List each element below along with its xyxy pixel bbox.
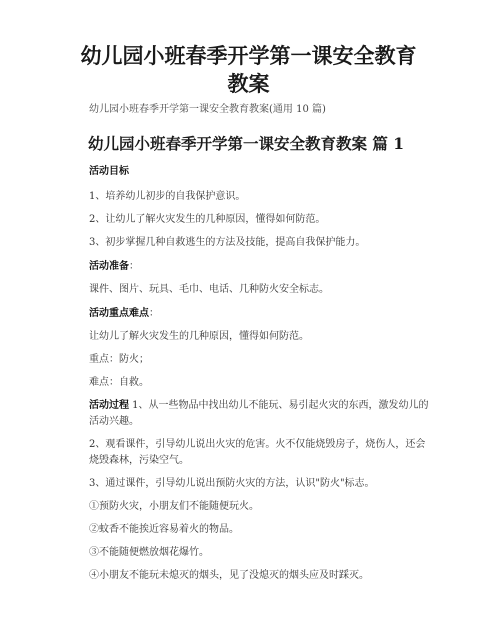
section-heading: 幼儿园小班春季开学第一课安全教育教案 篇 1	[88, 134, 405, 153]
goal-item: 1、培养幼儿初步的自我保护意识。	[89, 191, 246, 202]
title-line-2: 教案	[227, 71, 270, 96]
rule-item: ④小朋友不能玩未熄灭的烟头，见了没熄灭的烟头应及时踩灭。	[89, 570, 369, 581]
difficulty-text: 难点：自救。	[89, 377, 149, 388]
key-colon: ：	[149, 308, 159, 319]
process-step-2	[89, 437, 434, 469]
process-step-3: 3、通过课件，引导幼儿说出预防火灾的方法，认识"防火"标志。	[89, 478, 375, 489]
title-line-1: 幼儿园小班春季开学第一课安全教育	[80, 43, 417, 68]
document-subtitle: 幼儿园小班春季开学第一课安全教育教案(通用 10 篇)	[89, 104, 326, 115]
key-text: 让幼儿了解火灾发生的几种原因，懂得如何防范。	[89, 331, 309, 342]
goal-item: 3、初步掌握几种自救逃生的方法及技能，提高自我保护能力。	[89, 237, 366, 248]
rule-item: ②蚊香不能挨近容易着火的物品。	[89, 524, 239, 535]
document-title	[60, 42, 437, 98]
prep-colon: ：	[129, 261, 139, 272]
rule-item: ③不能随便燃放烟花爆竹。	[89, 547, 209, 558]
prep-label: 活动准备	[89, 261, 129, 272]
process-step-1-text-cont: 活动兴趣。	[89, 416, 139, 427]
process-step-2-line-2: 烧毁森林，污染空气。	[89, 455, 189, 466]
key-heading	[89, 306, 434, 322]
process-label: 活动过程	[89, 400, 129, 411]
process-step-1-text: 1、从一些物品中找出幼儿不能玩、易引起火灾的东西，激发幼儿的	[129, 400, 429, 411]
key-label: 活动重点难点	[89, 308, 149, 319]
goals-label: 活动目标	[89, 166, 129, 177]
prep-heading	[89, 259, 434, 275]
process-step-2-line-1: 2、观看课件，引导幼儿说出火灾的危害。火不仅能烧毁房子，烧伤人，还会	[89, 439, 426, 450]
goal-item: 2、让幼儿了解火灾发生的几种原因，懂得如何防范。	[89, 214, 326, 225]
focus-text: 重点：防火；	[89, 354, 149, 365]
rule-item: ①预防火灾，小朋友们不能随便玩火。	[89, 501, 259, 512]
prep-text: 课件、图片、玩具、毛巾、电话、几种防火安全标志。	[89, 284, 329, 295]
process-step-1	[89, 398, 434, 430]
